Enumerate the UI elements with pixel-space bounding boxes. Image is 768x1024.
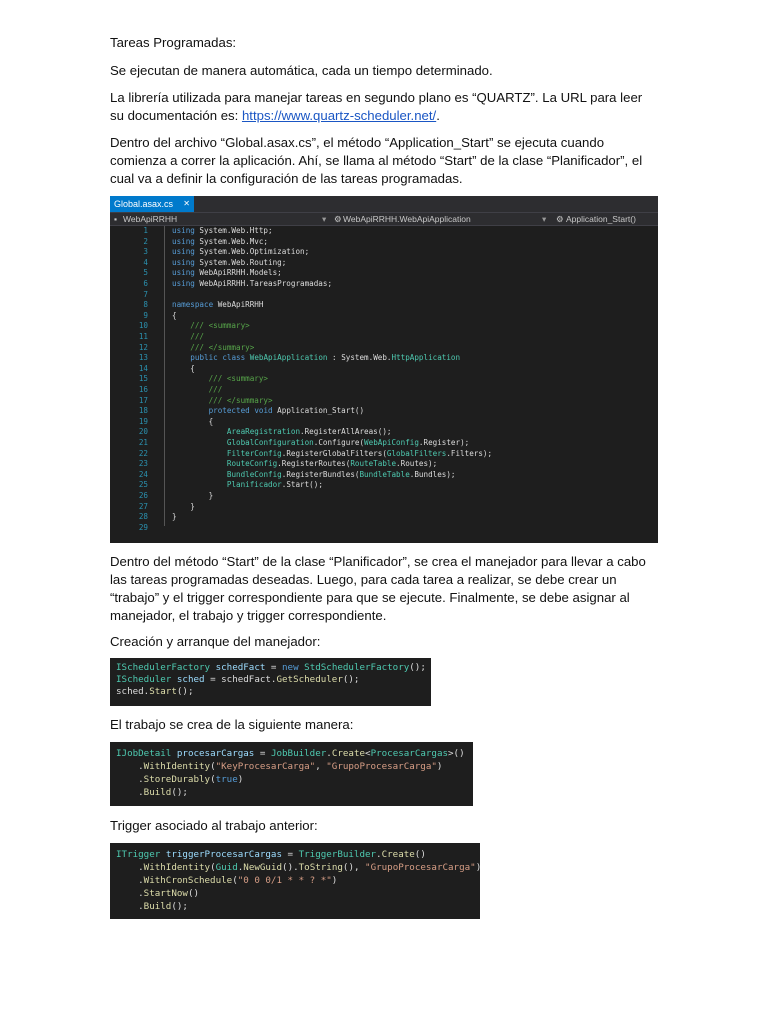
code-line: .WithIdentity("KeyProcesarCarga", "GrupoProcesarCarga") xyxy=(116,761,443,772)
code-line xyxy=(110,279,658,290)
code-line: IJobDetail procesarCargas = JobBuilder.Create<ProcesarCargas>() xyxy=(116,748,465,759)
line-number: 3 xyxy=(143,247,148,257)
code-line xyxy=(110,374,658,385)
code-line: sched.Start(); xyxy=(116,686,194,697)
code-line: .WithCronSchedule("0 0 0/1 * * ? *") xyxy=(116,875,338,886)
code-line xyxy=(110,459,658,470)
code-line xyxy=(110,237,658,248)
line-number: 20 xyxy=(138,427,148,437)
code-line xyxy=(110,470,658,481)
line-number: 12 xyxy=(138,342,148,352)
line-number: 1 xyxy=(143,226,148,235)
code-line: IScheduler​Factory schedFact = new StdSchedulerFactory(); xyxy=(116,662,426,673)
ide-navigation-bar xyxy=(110,212,658,226)
code-line: .StartNow() xyxy=(116,888,200,899)
code-line xyxy=(110,385,658,396)
ide-tab-bar xyxy=(110,196,658,212)
code-line xyxy=(110,512,658,523)
code-line xyxy=(110,523,658,534)
nav-class-dropdown[interactable]: WebApiRRHH.WebApiApplication xyxy=(343,214,471,224)
nav-method-dropdown[interactable]: Application_Start() xyxy=(566,214,636,224)
code-line xyxy=(110,502,658,513)
ide-screenshot xyxy=(110,196,658,543)
paragraph-manejador: Creación y arranque del manejador: xyxy=(110,634,321,649)
line-number: 11 xyxy=(138,332,148,341)
code-line xyxy=(110,247,658,258)
line-number: 29 xyxy=(138,522,148,532)
code-text: AreaRegistration.RegisterAllAreas(); xyxy=(226,427,392,437)
paragraph-global-asax: Dentro del archivo “Global.asax.cs”, el método “Application_Start” se ejecuta cuando comienza a correr la aplicación. Ahí, se llama al método “Start” de la clase “Planificador”, el cual va a definir la configuración de las tareas programadas. xyxy=(110,135,643,186)
code-text: /// xyxy=(172,385,223,394)
code-text: using System.Web.Routing; xyxy=(172,257,287,267)
line-number: 15 xyxy=(138,374,148,384)
line-number: 16 xyxy=(138,385,148,394)
code-text: using WebApiRRHH.Models; xyxy=(172,268,282,278)
line-number: 17 xyxy=(138,395,148,405)
paragraph-library-end: . xyxy=(436,108,440,123)
line-number: 25 xyxy=(138,480,148,490)
code-text: /// </summary> xyxy=(172,395,273,405)
line-number: 9 xyxy=(143,310,148,320)
code-text: GlobalConfiguration.Configure(WebApiConfig.Register); xyxy=(226,438,470,447)
code-line xyxy=(110,417,658,428)
class-icon: ⚙ xyxy=(334,214,342,224)
code-line xyxy=(110,343,658,354)
code-text: BundleConfig.RegisterBundles(BundleTable.Bundles); xyxy=(226,469,456,479)
code-line xyxy=(110,406,658,417)
code-block-trigger xyxy=(110,843,480,919)
close-icon[interactable]: ✕ xyxy=(183,199,190,208)
paragraph-library-text: La librería utilizada para manejar tareas en segundo plano es “QUARTZ”. La URL para leer su documentación es: xyxy=(110,90,643,123)
code-text: { xyxy=(172,363,195,373)
line-number: 6 xyxy=(143,279,148,288)
line-number: 18 xyxy=(138,406,148,416)
code-line xyxy=(110,480,658,491)
code-text: namespace WebApiRRHH xyxy=(172,300,264,310)
code-line: IScheduler sched = schedFact.GetScheduler(); xyxy=(116,674,360,685)
code-block-scheduler xyxy=(110,658,431,706)
method-icon: ⚙ xyxy=(556,214,564,224)
code-line xyxy=(110,311,658,322)
code-line xyxy=(110,321,658,332)
code-text: public class WebApiApplication : System.Web.HttpApplication xyxy=(190,353,461,363)
code-text: using System.Web.Optimization; xyxy=(172,247,310,257)
line-number: 8 xyxy=(143,300,148,310)
code-text: RouteConfig.RegisterRoutes(RouteTable.Routes); xyxy=(226,459,438,469)
code-line xyxy=(110,226,658,237)
code-line xyxy=(110,300,658,311)
code-text: /// </summary> xyxy=(172,342,255,352)
line-number: 7 xyxy=(143,289,148,299)
line-number: 4 xyxy=(143,257,148,267)
line-number: 27 xyxy=(138,501,148,511)
code-line xyxy=(110,427,658,438)
code-text: } xyxy=(172,491,214,500)
code-line: .WithIdentity(Guid.NewGuid().ToString(), "GrupoProcesarCarga") xyxy=(116,862,482,873)
line-number: 5 xyxy=(143,268,148,278)
code-text: /// xyxy=(172,332,205,341)
tab-global-asax[interactable] xyxy=(110,196,194,212)
code-text: /// <summary> xyxy=(172,321,250,331)
code-line: .Build(); xyxy=(116,901,188,912)
code-line xyxy=(110,396,658,407)
line-number: 2 xyxy=(143,236,148,246)
code-text: FilterConfig.RegisterGlobalFilters(GlobalFilters.Filters); xyxy=(226,448,493,458)
code-line xyxy=(110,364,658,375)
line-number: 19 xyxy=(138,416,148,426)
code-line: .Build(); xyxy=(116,787,188,798)
line-number: 10 xyxy=(138,321,148,331)
line-number: 13 xyxy=(138,353,148,363)
code-line xyxy=(110,332,658,343)
code-line xyxy=(110,353,658,364)
code-text: /// <summary> xyxy=(172,374,269,384)
line-number: 24 xyxy=(138,469,148,479)
code-text: Planificador.Start(); xyxy=(226,480,323,490)
code-line xyxy=(110,258,658,269)
document-title: Tareas Programadas: xyxy=(110,35,237,50)
paragraph-trabajo: El trabajo se crea de la siguiente manera: xyxy=(110,717,354,732)
paragraph-library xyxy=(110,89,658,125)
code-line xyxy=(110,268,658,279)
code-line xyxy=(110,290,658,301)
code-text: } xyxy=(172,501,195,511)
code-line xyxy=(110,449,658,460)
chevron-down-icon[interactable]: ▾ xyxy=(542,214,547,224)
nav-project-dropdown[interactable]: WebApiRRHH xyxy=(123,214,178,224)
line-number: 14 xyxy=(138,363,148,373)
code-text: { xyxy=(172,416,214,426)
line-number: 22 xyxy=(138,448,148,458)
project-icon: ▪ xyxy=(114,214,118,224)
line-number: 21 xyxy=(138,438,148,447)
paragraph-intro: Se ejecutan de manera automática, cada un tiempo determinado. xyxy=(110,63,493,78)
line-number: 23 xyxy=(138,459,148,469)
code-line: ITrigger triggerProcesarCargas = TriggerBuilder.Create() xyxy=(116,849,426,860)
code-text: using System.Web.Http; xyxy=(172,226,273,235)
code-text: } xyxy=(172,512,177,522)
code-text: { xyxy=(172,310,177,320)
tab-label: Global.asax.cs xyxy=(114,199,174,209)
code-text: protected void Application_Start() xyxy=(208,406,365,416)
line-number: 26 xyxy=(138,491,148,500)
code-line xyxy=(110,491,658,502)
chevron-down-icon[interactable]: ▾ xyxy=(322,214,327,224)
paragraph-planificador: Dentro del método “Start” de la clase “Planificador”, se crea el manejador para llevar a cabo las tareas programadas deseadas. Luego, para cada tarea a realizar, se debe crear un “trabajo” y el trigger correspondiente para que se ejecute. Finalmente, se debe asignar al manejador, el trabajo y trigger correspondiente. xyxy=(110,554,646,623)
paragraph-trigger: Trigger asociado al trabajo anterior: xyxy=(110,818,318,833)
code-line: .StoreDurably(true) xyxy=(116,774,244,785)
code-line xyxy=(110,438,658,449)
line-number: 28 xyxy=(138,512,148,522)
code-block-job xyxy=(110,742,473,806)
code-text: using WebApiRRHH.TareasProgramadas; xyxy=(172,279,333,288)
quartz-docs-link[interactable]: https://www.quartz-scheduler.net/ xyxy=(241,108,437,123)
code-text: using System.Web.Mvc; xyxy=(172,236,269,246)
